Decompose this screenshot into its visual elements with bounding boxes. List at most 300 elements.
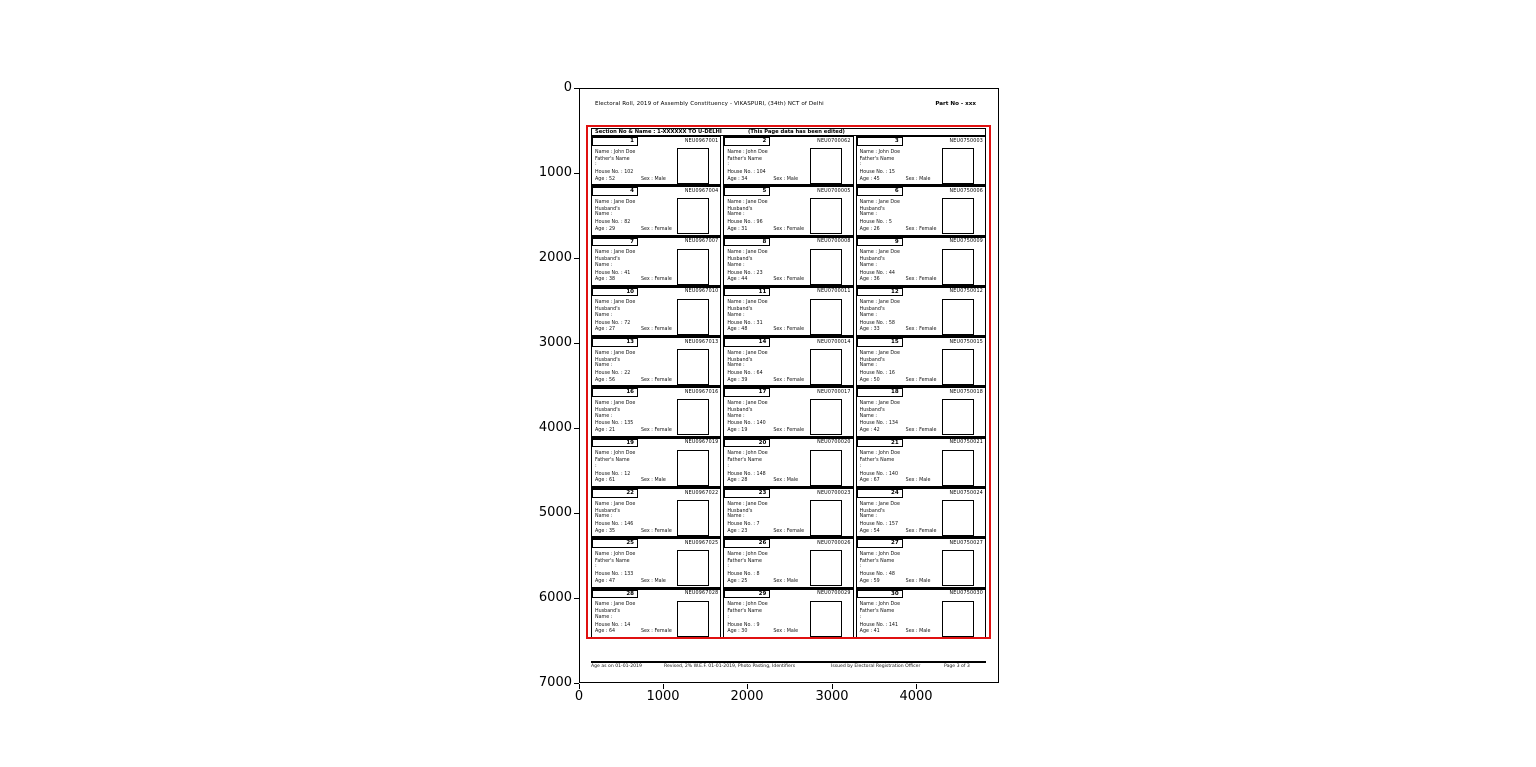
sex-value: Female (654, 629, 672, 635)
relation-label: Husband's Name : (859, 206, 885, 218)
age-sex-line (727, 227, 804, 233)
serial-number: 11 (724, 288, 770, 297)
serial-number: 23 (724, 489, 770, 498)
sex-label: Sex : (641, 528, 653, 534)
epic-number: NEU0750027 (949, 540, 983, 546)
name-line (860, 200, 900, 206)
age-part (727, 629, 773, 635)
x-tick-label: 2000 (730, 689, 764, 704)
epic-number: NEU0700011 (817, 289, 851, 295)
name-line (860, 401, 900, 407)
sex-label: Sex : (905, 327, 918, 333)
age-label: Age : (595, 327, 608, 333)
sex-part (773, 227, 804, 233)
age-part (860, 579, 906, 585)
age-label: Age : (859, 578, 873, 584)
name-line (727, 351, 767, 357)
relation-label: Husband's Name : (727, 508, 753, 520)
name-value: Jane Doe (878, 199, 900, 205)
voter-card (591, 337, 721, 387)
photo-placeholder (810, 500, 842, 536)
voter-card (723, 438, 853, 488)
age-value: 30 (741, 629, 748, 635)
epic-number: NEU0750006 (949, 188, 983, 194)
age-value: 61 (608, 478, 616, 484)
house-line (727, 572, 759, 578)
photo-placeholder (810, 198, 842, 234)
sex-value: Male (654, 176, 666, 182)
name-label: Name : (727, 250, 745, 256)
age-sex-line (727, 327, 804, 333)
relation-label: Husband's Name : (595, 307, 621, 318)
name-value: John Doe (613, 551, 636, 557)
name-value: Jane Doe (878, 250, 900, 256)
y-tick-label: 3000 (538, 335, 572, 350)
photo-placeholder (942, 500, 974, 536)
age-label: Age : (859, 226, 873, 232)
voter-card (723, 287, 853, 337)
house-line (727, 321, 762, 327)
house-line (727, 522, 759, 528)
photo-placeholder (810, 399, 842, 435)
name-line (860, 451, 900, 457)
age-value: 19 (741, 427, 748, 433)
serial-number: 2 (724, 137, 770, 146)
age-part (860, 378, 906, 384)
sex-value: Male (919, 629, 931, 635)
age-value: 45 (873, 176, 880, 182)
epic-number: NEU0700017 (817, 389, 851, 395)
voter-card (591, 538, 721, 588)
plot-area (579, 88, 999, 683)
serial-number: 10 (592, 288, 638, 297)
house-label: House No. : (859, 320, 888, 326)
serial-number: 25 (592, 539, 638, 548)
age-sex-line (595, 177, 666, 183)
serial-number: 19 (592, 439, 638, 448)
house-value: 140 (888, 471, 899, 477)
serial-number: 6 (857, 187, 903, 196)
sex-part (641, 327, 672, 333)
house-label: House No. : (859, 270, 888, 276)
house-label: House No. : (727, 421, 755, 427)
photo-placeholder (942, 450, 974, 486)
age-sex-line (727, 428, 804, 434)
age-sex-line (860, 478, 931, 484)
voter-card (723, 538, 853, 588)
name-line (727, 552, 767, 558)
house-label: House No. : (727, 522, 755, 528)
house-value: 133 (624, 572, 634, 578)
y-tick-label: 1000 (538, 165, 572, 180)
epic-number: NEU0700023 (817, 490, 851, 496)
name-value: Jane Doe (878, 501, 900, 507)
house-label: House No. : (859, 471, 888, 477)
footer-divider (591, 661, 986, 663)
sex-label: Sex : (773, 327, 786, 333)
name-label: Name : (595, 250, 613, 256)
name-label: Name : (595, 400, 613, 406)
name-line (860, 502, 900, 508)
photo-placeholder (677, 450, 709, 486)
sex-value: Female (654, 277, 672, 283)
house-line (860, 472, 898, 478)
name-value: Jane Doe (613, 250, 636, 256)
sex-value: Female (654, 226, 672, 232)
name-line (595, 552, 635, 558)
relation-label: Father's Name : (859, 156, 895, 168)
part-number: Part No - xxx (935, 101, 976, 107)
house-value: 58 (888, 320, 895, 326)
voter-card (856, 337, 986, 387)
voter-card (723, 237, 853, 287)
age-part (595, 277, 641, 283)
age-sex-line (727, 277, 804, 283)
age-label: Age : (859, 277, 873, 283)
house-label: House No. : (595, 170, 623, 175)
age-sex-line (595, 529, 672, 535)
sex-part (641, 529, 672, 535)
age-label: Age : (595, 528, 608, 534)
age-sex-line (860, 177, 931, 183)
house-value: 23 (756, 270, 763, 276)
name-line (595, 401, 635, 407)
sex-part (906, 227, 937, 233)
house-value: 5 (888, 220, 892, 226)
relation-label: Husband's Name : (859, 307, 885, 318)
house-value: 141 (888, 622, 899, 628)
house-line (595, 472, 630, 478)
sex-value: Female (786, 277, 805, 283)
sex-value: Male (786, 478, 799, 484)
name-label: Name : (727, 551, 745, 557)
name-label: Name : (595, 602, 613, 608)
age-sex-line (860, 428, 937, 434)
sex-label: Sex : (641, 176, 653, 182)
photo-placeholder (677, 399, 709, 435)
age-part (595, 579, 641, 585)
age-value: 67 (873, 478, 880, 484)
age-part (727, 227, 773, 233)
name-line (860, 250, 900, 256)
age-value: 42 (873, 427, 880, 433)
serial-number: 16 (592, 388, 638, 397)
age-part (727, 277, 773, 283)
name-label: Name : (727, 300, 745, 306)
photo-placeholder (810, 550, 842, 586)
age-part (595, 428, 641, 434)
name-line (860, 150, 900, 156)
epic-number: NEU0967004 (684, 188, 719, 194)
voter-card (856, 136, 986, 186)
sex-label: Sex : (905, 277, 918, 283)
sex-value: Male (919, 578, 931, 584)
relation-label: Husband's Name : (727, 407, 753, 419)
house-label: House No. : (859, 371, 888, 377)
voter-card (591, 287, 721, 337)
age-part (860, 629, 906, 635)
house-label: House No. : (727, 220, 755, 226)
serial-number: 28 (592, 590, 638, 599)
name-value: Jane Doe (613, 501, 636, 507)
age-sex-line (860, 529, 937, 535)
sex-label: Sex : (641, 277, 653, 283)
house-label: House No. : (595, 371, 623, 377)
house-label: House No. : (595, 572, 623, 578)
photo-placeholder (677, 148, 709, 184)
footer-page-number: Page 3 of 3 (944, 664, 970, 669)
relation-label: Husband's Name : (595, 407, 621, 419)
photo-placeholder (942, 249, 974, 285)
name-value: Jane Doe (613, 400, 636, 406)
age-part (727, 327, 773, 333)
x-tick-mark (916, 684, 917, 689)
epic-number: NEU0700062 (817, 138, 851, 144)
name-line (860, 552, 900, 558)
name-value: Jane Doe (878, 400, 900, 406)
voter-card (591, 488, 721, 538)
house-label: House No. : (727, 320, 755, 326)
epic-number: NEU0967028 (684, 591, 719, 597)
name-line (727, 250, 767, 256)
age-value: 47 (608, 578, 616, 584)
name-value: Jane Doe (613, 199, 636, 205)
name-value: Jane Doe (613, 602, 636, 608)
sex-label: Sex : (641, 377, 653, 383)
house-line (860, 421, 898, 427)
photo-placeholder (942, 198, 974, 234)
sex-label: Sex : (905, 578, 918, 584)
voter-card (856, 438, 986, 488)
y-tick-label: 5000 (538, 505, 572, 520)
age-sex-line (860, 629, 931, 635)
sex-part (773, 277, 804, 283)
x-tick-mark (747, 684, 748, 689)
name-label: Name : (859, 350, 877, 356)
name-line (595, 300, 635, 306)
name-label: Name : (727, 199, 745, 205)
age-value: 34 (741, 176, 748, 182)
relation-label: Husband's Name : (595, 508, 621, 520)
age-value: 52 (608, 176, 616, 182)
age-part (860, 327, 906, 333)
x-tick-mark (579, 684, 580, 689)
name-line (727, 401, 767, 407)
photo-placeholder (810, 601, 842, 637)
sex-label: Sex : (905, 478, 918, 484)
age-sex-line (727, 529, 804, 535)
sex-value: Female (786, 226, 805, 232)
relation-label: Husband's Name : (727, 206, 753, 218)
age-label: Age : (859, 327, 873, 333)
name-value: Jane Doe (878, 300, 900, 306)
name-label: Name : (727, 451, 745, 457)
name-value: Jane Doe (746, 199, 768, 205)
name-label: Name : (859, 501, 877, 507)
serial-number: 20 (724, 439, 770, 448)
name-line (860, 602, 900, 608)
sex-value: Female (919, 226, 937, 232)
epic-number: NEU0700014 (817, 339, 851, 345)
age-sex-line (595, 327, 672, 333)
photo-placeholder (677, 601, 709, 637)
house-line (595, 271, 630, 277)
sex-label: Sex : (905, 176, 918, 182)
age-value: 29 (608, 226, 616, 232)
x-tick-label: 1000 (646, 689, 680, 704)
age-value: 44 (741, 277, 748, 283)
voter-card (723, 488, 853, 538)
age-part (595, 177, 641, 183)
age-value: 28 (741, 478, 748, 484)
age-sex-line (595, 629, 672, 635)
photo-placeholder (677, 299, 709, 335)
relation-label: Husband's Name : (727, 357, 753, 369)
voter-card (723, 136, 853, 186)
name-label: Name : (595, 350, 613, 356)
sex-part (906, 529, 937, 535)
age-value: 38 (608, 277, 616, 283)
age-value: 54 (873, 528, 880, 534)
serial-number: 21 (857, 439, 903, 448)
house-label: House No. : (595, 320, 623, 326)
relation-label: Father's Name : (727, 156, 762, 168)
sex-part (773, 428, 804, 434)
sex-value: Female (786, 427, 805, 433)
sex-label: Sex : (641, 629, 653, 635)
name-value: John Doe (613, 451, 636, 457)
x-tick-label: 3000 (815, 689, 849, 704)
name-line (727, 300, 767, 306)
house-value: 157 (888, 522, 899, 528)
relation-label: Father's Name : (727, 458, 762, 469)
house-line (595, 623, 630, 629)
name-label: Name : (859, 199, 877, 205)
sex-part (773, 629, 798, 635)
age-label: Age : (859, 427, 873, 433)
age-part (595, 629, 641, 635)
house-label: House No. : (727, 471, 755, 477)
serial-number: 4 (592, 187, 638, 196)
relation-label: Father's Name : (595, 558, 630, 570)
sex-value: Male (919, 478, 931, 484)
epic-number: NEU0750021 (949, 440, 983, 446)
serial-number: 13 (592, 338, 638, 347)
relation-label: Father's Name : (595, 156, 630, 168)
voter-card (591, 589, 721, 639)
age-sex-line (595, 227, 672, 233)
house-line (860, 522, 898, 528)
voter-card (856, 287, 986, 337)
name-value: Jane Doe (746, 350, 768, 356)
name-label: Name : (595, 300, 613, 306)
age-part (595, 478, 641, 484)
house-label: House No. : (859, 170, 888, 175)
name-label: Name : (595, 551, 613, 557)
photo-placeholder (810, 349, 842, 385)
name-label: Name : (859, 250, 877, 256)
name-value: John Doe (746, 149, 768, 155)
name-label: Name : (727, 149, 745, 155)
age-value: 23 (741, 528, 748, 534)
house-value: 16 (888, 371, 895, 377)
y-tick-label: 6000 (538, 590, 572, 605)
age-value: 33 (873, 327, 880, 333)
sex-value: Female (654, 427, 672, 433)
photo-placeholder (810, 249, 842, 285)
sex-part (773, 327, 804, 333)
voter-card (856, 387, 986, 437)
epic-number: NEU0750003 (949, 138, 983, 144)
age-label: Age : (595, 226, 608, 232)
sex-label: Sex : (905, 226, 918, 232)
age-value: 35 (608, 528, 616, 534)
sex-part (641, 478, 666, 484)
name-line (595, 602, 635, 608)
house-value: 12 (624, 471, 631, 477)
age-value: 21 (608, 427, 616, 433)
age-sex-line (727, 378, 804, 384)
sex-label: Sex : (773, 176, 786, 182)
sex-label: Sex : (773, 377, 786, 383)
sex-part (773, 529, 804, 535)
serial-number: 17 (724, 388, 770, 397)
sex-value: Female (786, 377, 805, 383)
voter-card (723, 387, 853, 437)
house-line (860, 170, 895, 176)
sex-part (906, 428, 937, 434)
document-footer (580, 664, 1000, 674)
serial-number: 29 (724, 590, 770, 599)
house-label: House No. : (727, 270, 755, 276)
name-line (727, 502, 767, 508)
voter-card (856, 488, 986, 538)
name-label: Name : (727, 350, 745, 356)
epic-number: NEU0750009 (949, 239, 983, 245)
voter-card (591, 387, 721, 437)
age-label: Age : (595, 427, 608, 433)
sex-label: Sex : (905, 427, 918, 433)
sex-value: Male (654, 478, 666, 484)
voter-card-grid (591, 136, 986, 639)
house-value: 148 (756, 471, 766, 477)
name-line (595, 451, 635, 457)
age-value: 36 (873, 277, 880, 283)
house-value: 41 (624, 270, 631, 276)
house-line (727, 220, 762, 226)
serial-number: 12 (857, 288, 903, 297)
name-value: John Doe (613, 149, 636, 155)
y-tick-label: 7000 (538, 675, 572, 690)
y-tick-label: 4000 (538, 420, 572, 435)
sex-label: Sex : (773, 277, 786, 283)
serial-number: 14 (724, 338, 770, 347)
age-value: 41 (873, 629, 880, 635)
house-label: House No. : (595, 522, 623, 528)
age-label: Age : (727, 377, 740, 383)
house-label: House No. : (859, 522, 888, 528)
name-label: Name : (859, 602, 877, 608)
name-value: John Doe (878, 149, 901, 155)
relation-label: Husband's Name : (859, 508, 885, 520)
name-line (595, 351, 635, 357)
photo-placeholder (942, 399, 974, 435)
sex-value: Male (654, 578, 666, 584)
age-label: Age : (859, 377, 873, 383)
age-value: 31 (741, 226, 748, 232)
house-value: 44 (888, 270, 895, 276)
serial-number: 5 (724, 187, 770, 196)
